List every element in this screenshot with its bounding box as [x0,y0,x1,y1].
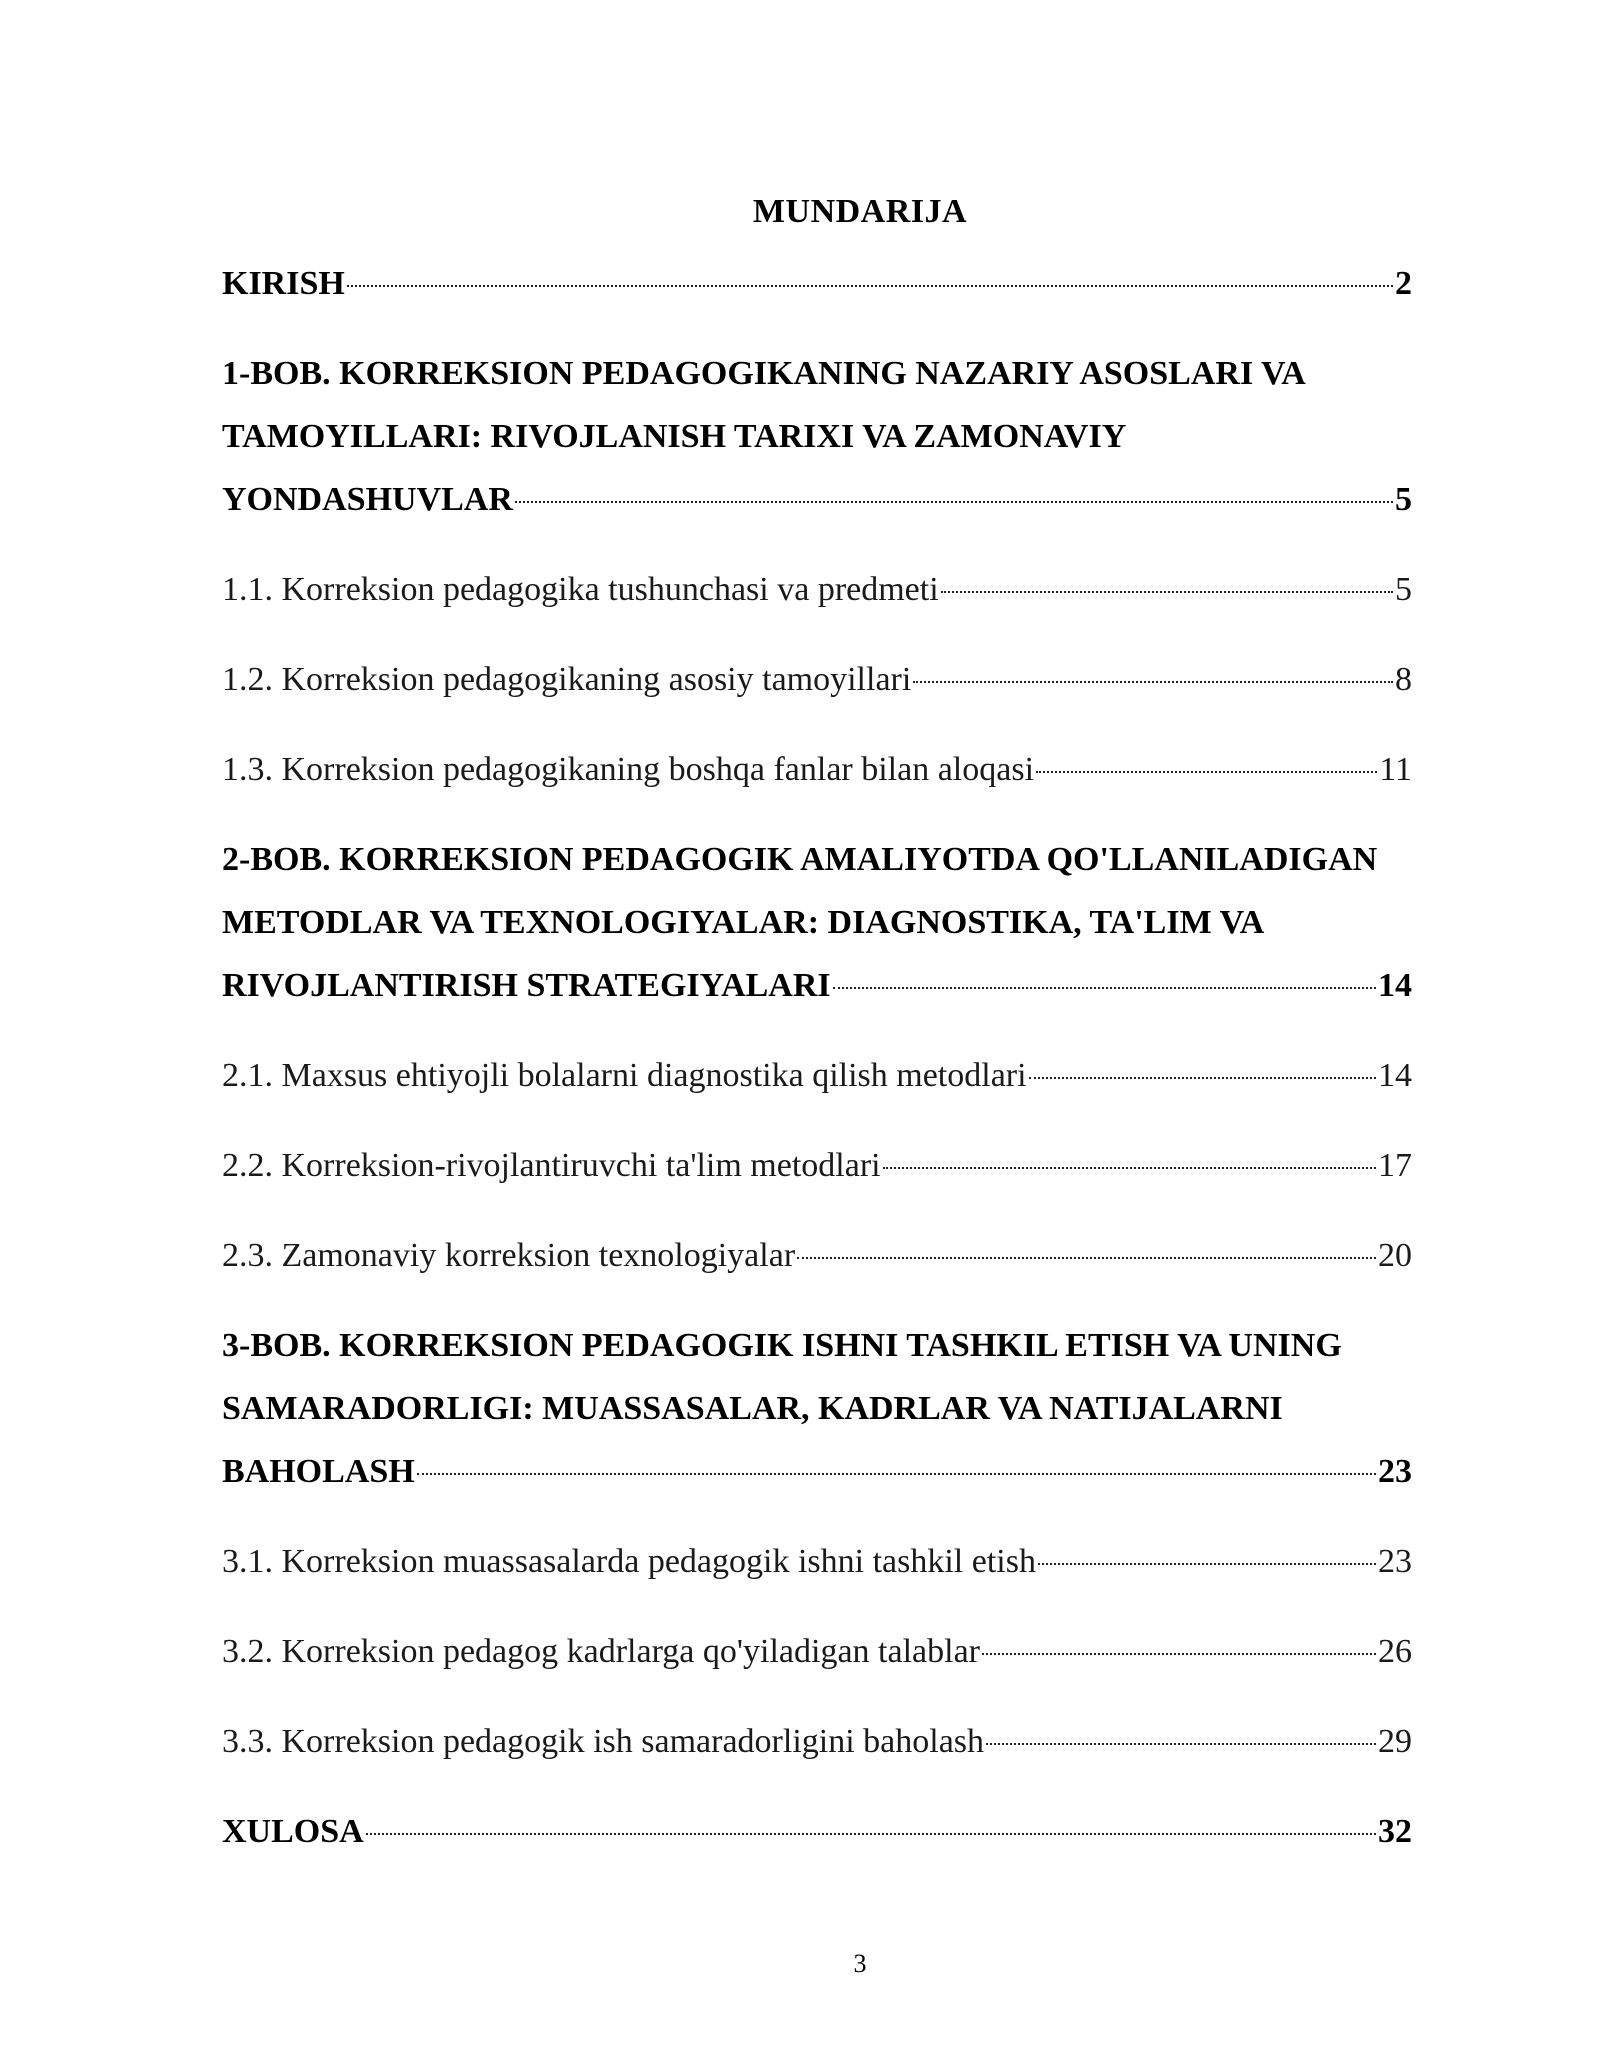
toc-entry-label: 2.2. Korreksion-rivojlantiruvchi ta'lim metodlari [222,1147,881,1184]
page-footer-number: 3 [853,1949,867,1978]
toc-entry-1-3[interactable] [222,738,1412,801]
toc-page-number: 8 [1395,661,1412,698]
dot-leader [366,1833,1376,1835]
toc-entry-label-line: TAMOYILLARI: RIVOJLANISH TARIXI VA ZAMONAVIY [222,418,1127,455]
toc-entry-3-2[interactable] [222,1620,1412,1683]
toc-page-number: 20 [1378,1237,1412,1274]
toc-entry-2-3[interactable] [222,1224,1412,1287]
toc-entry-chapter-1[interactable] [222,342,1412,531]
toc-entry-chapter-3[interactable] [222,1314,1412,1503]
dot-leader [941,591,1393,593]
toc-entry-label-line: 1-BOB. KORREKSION PEDAGOGIKANING NAZARIY ASOSLARI VA [222,355,1306,392]
toc-page-number: 5 [1395,571,1412,608]
toc-entry-1-1[interactable] [222,558,1412,621]
toc-page-number: 23 [1378,1543,1412,1580]
toc-entry-2-1[interactable] [222,1044,1412,1107]
toc-entry-kirish[interactable] [222,252,1412,315]
toc-entry-label: XULOSA [222,1813,364,1850]
toc-entry-label: 3.2. Korreksion pedagog kadrlarga qo'yiladigan talablar [222,1633,980,1670]
dot-leader [347,285,1393,287]
dot-leader [797,1257,1376,1259]
toc-entry-chapter-2[interactable] [222,828,1412,1017]
toc-entry-label: YONDASHUVLAR [222,481,513,518]
toc-entry-label-line: 2-BOB. KORREKSION PEDAGOGIK AMALIYOTDA QO'LLANILADIGAN [222,841,1378,878]
toc-heading: MUNDARIJA [752,193,968,230]
dot-leader [1029,1077,1376,1079]
toc-entry-2-2[interactable] [222,1134,1412,1197]
toc-page-number: 23 [1378,1453,1412,1490]
dot-leader [883,1167,1376,1169]
toc-entry-label: 1.1. Korreksion pedagogika tushunchasi va predmeti [222,571,939,608]
toc-entry-label: RIVOJLANTIRISH STRATEGIYALARI [222,967,831,1004]
toc-page-number: 26 [1378,1633,1412,1670]
toc-entry-1-2[interactable] [222,648,1412,711]
dot-leader [515,501,1393,503]
toc-page-number: 17 [1378,1147,1412,1184]
toc-entry-label: 2.3. Zamonaviy korreksion texnologiyalar [222,1237,796,1274]
dot-leader [913,681,1393,683]
toc-entry-label: 1.2. Korreksion pedagogikaning asosiy tamoyillari [222,661,912,698]
toc-page-number: 5 [1395,481,1412,518]
toc-page-number: 29 [1378,1723,1412,1760]
toc-entry-label: 1.3. Korreksion pedagogikaning boshqa fanlar bilan aloqasi [222,751,1035,788]
toc-entry-3-1[interactable] [222,1530,1412,1593]
toc-page-number: 11 [1379,751,1412,788]
dot-leader [1036,771,1377,773]
toc-entry-label: 2.1. Maxsus ehtiyojli bolalarni diagnostika qilish metodlari [222,1057,1027,1094]
toc-entry-label-line: 3-BOB. KORREKSION PEDAGOGIK ISHNI TASHKIL ETISH VA UNING [222,1327,1342,1364]
toc-entry-label: KIRISH [222,265,345,302]
dot-leader [982,1653,1376,1655]
toc-page-number: 2 [1395,265,1412,302]
toc-entry-xulosa[interactable] [222,1800,1412,1863]
toc-page-number: 14 [1378,1057,1412,1094]
dot-leader [1038,1563,1376,1565]
toc-entry-label: 3.1. Korreksion muassasalarda pedagogik ishni tashkil etish [222,1543,1036,1580]
toc-entry-3-3[interactable] [222,1710,1412,1773]
toc-entry-label-line: SAMARADORLIGI: MUASSASALAR, KADRLAR VA NATIJALARNI [222,1390,1283,1427]
toc-page-number: 14 [1378,967,1412,1004]
dot-leader [986,1743,1376,1745]
toc-page-number: 32 [1378,1813,1412,1850]
toc-entry-label-line: METODLAR VA TEXNOLOGIYALAR: DIAGNOSTIKA, TA'LIM VA [222,904,1265,941]
dot-leader [833,987,1376,989]
dot-leader [417,1473,1376,1475]
toc-entry-label: 3.3. Korreksion pedagogik ish samaradorligini baholash [222,1723,985,1760]
table-of-contents [222,252,1412,1890]
toc-entry-label: BAHOLASH [222,1453,415,1490]
